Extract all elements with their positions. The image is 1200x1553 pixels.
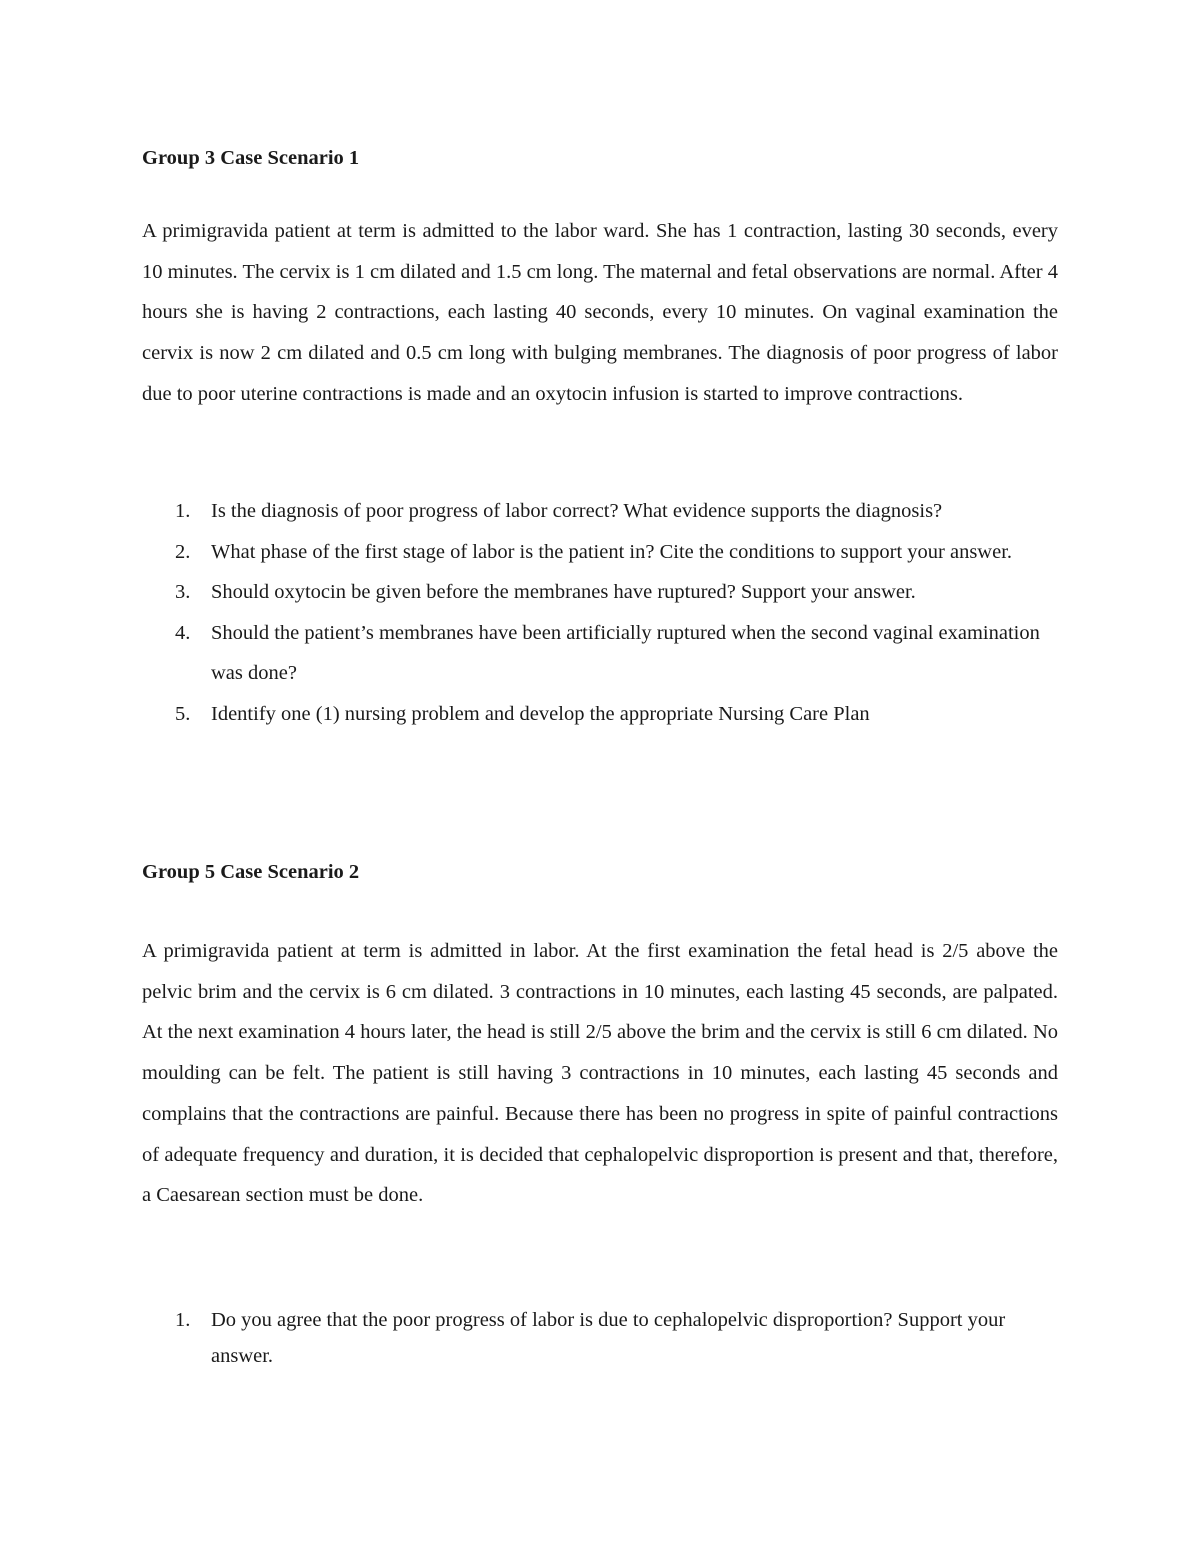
scenario-1-title: Group 3 Case Scenario 1 [142, 147, 360, 169]
scenario-2-questions [142, 1302, 1058, 1374]
question-number: 4. [175, 621, 191, 644]
question-text: What phase of the first stage of labor is the patient in? Cite the conditions to support your answer. [211, 540, 1013, 563]
question-number: 1. [175, 1309, 191, 1331]
question-number: 2. [175, 540, 191, 563]
scenario-1-questions [142, 491, 1058, 734]
question-number: 1. [175, 500, 191, 522]
question-text: Should the patient’s membranes have been artificially ruptured when the second vaginal examination was done? [211, 621, 1040, 684]
scenario-2-paragraph: A primigravida patient at term is admitted in labor. At the first examination the fetal head is 2/5 above the pelvic brim and the cervix is 6 cm dilated. 3 contractions in 10 minutes, each lasting 45 seconds, are palpated. At the next examination 4 hours later, the head is still 2/5 above the brim and the cervix is still 6 cm dilated. No moulding can be felt. The patient is still having 3 contractions in 10 minutes, each lasting 45 seconds and complains that the contractions are painful. Because there has been no progress in spite of painful contractions of adequate frequency and duration, it is decided that cephalopelvic disproportion is present and that, therefore, a Caesarean section must be done. [142, 940, 1058, 1207]
question-text: Do you agree that the poor progress of labor is due to cephalopelvic disproportion? Support your answer. [211, 1309, 1006, 1367]
scenario-1-question-1 [142, 491, 1058, 532]
question-text: Should oxytocin be given before the membranes have ruptured? Support your answer. [211, 581, 916, 603]
question-text: Is the diagnosis of poor progress of labor correct? What evidence supports the diagnosis? [211, 500, 943, 522]
scenario-2-title: Group 5 Case Scenario 2 [142, 861, 360, 883]
question-number: 5. [175, 702, 191, 725]
scenario-2-question-1 [142, 1302, 1058, 1374]
scenario-1-question-2 [142, 532, 1058, 573]
question-text: Identify one (1) nursing problem and develop the appropriate Nursing Care Plan [211, 702, 870, 725]
scenario-1-question-4 [142, 613, 1058, 694]
scenario-1-paragraph: A primigravida patient at term is admitted to the labor ward. She has 1 contraction, lasting 30 seconds, every 10 minutes. The cervix is 1 cm dilated and 1.5 cm long. The maternal and fetal observations are normal. After 4 hours she is having 2 contractions, each lasting 40 seconds, every 10 minutes. On vaginal examination the cervix is now 2 cm dilated and 0.5 cm long with bulging membranes. The diagnosis of poor progress of labor due to poor uterine contractions is made and an oxytocin infusion is started to improve contractions. [142, 220, 1058, 405]
scenario-1-question-3 [142, 572, 1058, 613]
question-number: 3. [175, 581, 191, 603]
scenario-1-question-5 [142, 694, 1058, 735]
